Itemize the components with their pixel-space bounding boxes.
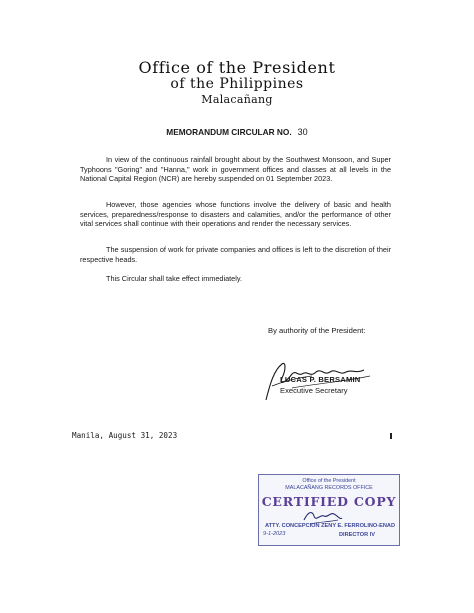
signatory-title: Executive Secretary	[280, 386, 348, 395]
stamp-handwritten-note: 9-1-2023	[263, 531, 286, 537]
stamp-officer-title: DIRECTOR IV	[339, 532, 375, 538]
paragraph-suspension	[80, 155, 391, 184]
stamp-certified-copy: CERTIFIED COPY	[261, 494, 397, 509]
paragraph-text: The suspension of work for private companies and offices is left to the discretion of their respective heads.	[80, 245, 391, 264]
letterhead-palace: Malacañang	[201, 93, 273, 106]
letterhead-country: of the Philippines	[170, 76, 304, 92]
authority-line: By authority of the President:	[268, 326, 366, 335]
paragraph-text: In view of the continuous rainfall brought about by the Southwest Monsoon, and Super Typhoons "Goring" and "Hanna," work in government offices and classes at all levels in the National Capital Region (NCR) are hereby suspended on 01 September 2023.	[80, 155, 391, 184]
stamp-officer-name: ATTY. CONCEPCION ZENY E. FERROLINO-ENAD	[264, 523, 395, 529]
signatory-name: LUCAS P. BERSAMIN	[280, 375, 361, 384]
margin-mark	[390, 433, 392, 439]
stamp-signature	[300, 506, 344, 528]
paragraph-text: This Circular shall take effect immediately.	[106, 274, 242, 283]
memo-heading	[0, 127, 474, 137]
memo-label: MEMORANDUM CIRCULAR NO.	[166, 127, 292, 137]
place-and-date: Manila, August 31, 2023	[72, 431, 178, 440]
paragraph-text: However, those agencies whose functions involve the delivery of basic and health services, preparedness/response to disasters and calamities, and/or the performance of other vital services shall continue with their operations and render the necessary services.	[80, 200, 391, 229]
letterhead-office: Office of the President	[138, 58, 336, 77]
memo-number: 30	[297, 127, 308, 137]
paragraph-effectivity	[80, 274, 391, 284]
paragraph-private-sector	[80, 245, 391, 264]
stamp-office: Office of the President	[302, 478, 356, 484]
stamp-records-office: MALACAÑANG RECORDS OFFICE	[285, 485, 373, 491]
paragraph-exceptions	[80, 200, 391, 229]
